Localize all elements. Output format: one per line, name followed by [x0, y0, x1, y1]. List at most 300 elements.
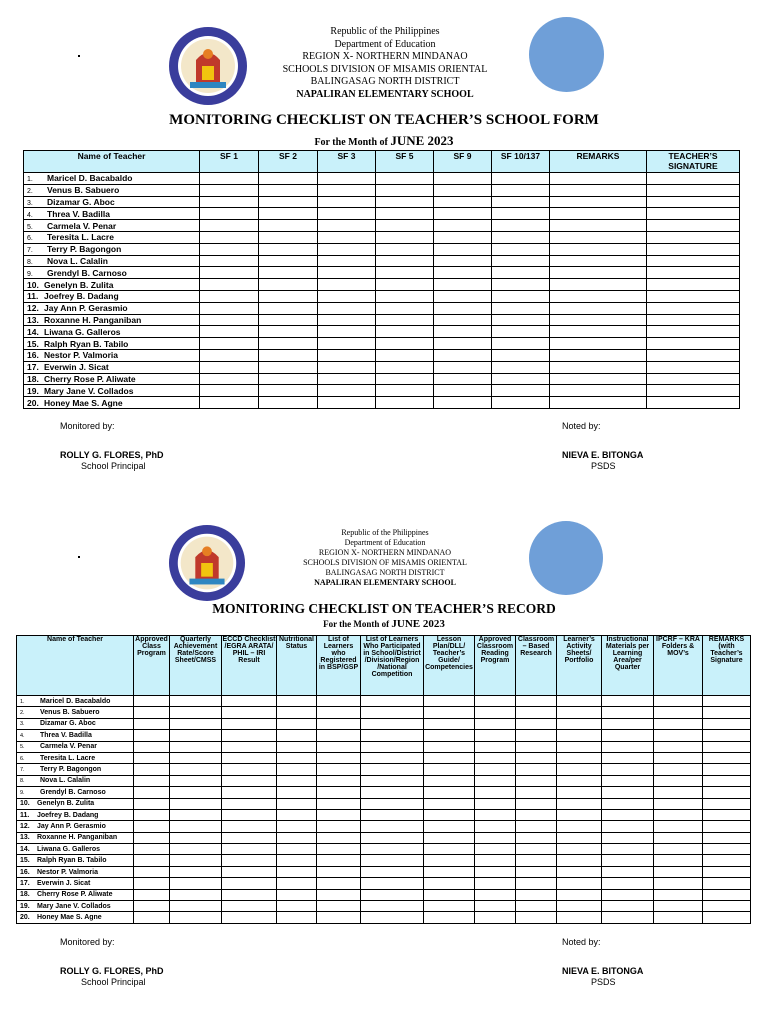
checklist-cell[interactable]: [557, 787, 602, 798]
checklist-cell[interactable]: [259, 208, 318, 220]
checklist-cell[interactable]: [134, 912, 170, 923]
checklist-cell[interactable]: [259, 196, 318, 208]
checklist-cell[interactable]: [259, 231, 318, 243]
checklist-cell[interactable]: [134, 707, 170, 718]
checklist-cell[interactable]: [134, 718, 170, 729]
checklist-cell[interactable]: [376, 349, 434, 361]
checklist-cell[interactable]: [318, 326, 376, 338]
checklist-cell[interactable]: [475, 821, 516, 832]
checklist-cell[interactable]: [222, 741, 277, 752]
checklist-cell[interactable]: [550, 173, 647, 185]
checklist-cell[interactable]: [424, 809, 475, 820]
checklist-cell[interactable]: [550, 397, 647, 409]
checklist-cell[interactable]: [602, 866, 654, 877]
checklist-cell[interactable]: [317, 798, 361, 809]
checklist-cell[interactable]: [170, 775, 222, 786]
checklist-cell[interactable]: [550, 267, 647, 279]
checklist-cell[interactable]: [703, 889, 751, 900]
checklist-cell[interactable]: [647, 349, 740, 361]
checklist-cell[interactable]: [170, 696, 222, 707]
checklist-cell[interactable]: [222, 787, 277, 798]
checklist-cell[interactable]: [222, 878, 277, 889]
checklist-cell[interactable]: [170, 832, 222, 843]
checklist-cell[interactable]: [557, 798, 602, 809]
checklist-cell[interactable]: [516, 878, 557, 889]
checklist-cell[interactable]: [317, 912, 361, 923]
checklist-cell[interactable]: [602, 775, 654, 786]
checklist-cell[interactable]: [492, 373, 550, 385]
checklist-cell[interactable]: [475, 775, 516, 786]
checklist-cell[interactable]: [424, 855, 475, 866]
checklist-cell[interactable]: [703, 821, 751, 832]
checklist-cell[interactable]: [259, 373, 318, 385]
checklist-cell[interactable]: [222, 889, 277, 900]
checklist-cell[interactable]: [376, 397, 434, 409]
checklist-cell[interactable]: [200, 361, 259, 373]
checklist-cell[interactable]: [222, 730, 277, 741]
checklist-cell[interactable]: [222, 855, 277, 866]
checklist-cell[interactable]: [654, 730, 703, 741]
checklist-cell[interactable]: [434, 279, 492, 291]
checklist-cell[interactable]: [602, 912, 654, 923]
checklist-cell[interactable]: [424, 730, 475, 741]
checklist-cell[interactable]: [434, 302, 492, 314]
checklist-cell[interactable]: [434, 220, 492, 232]
checklist-cell[interactable]: [557, 775, 602, 786]
checklist-cell[interactable]: [170, 821, 222, 832]
checklist-cell[interactable]: [170, 798, 222, 809]
checklist-cell[interactable]: [222, 832, 277, 843]
checklist-cell[interactable]: [376, 243, 434, 255]
checklist-cell[interactable]: [550, 349, 647, 361]
checklist-cell[interactable]: [647, 314, 740, 326]
checklist-cell[interactable]: [703, 730, 751, 741]
checklist-cell[interactable]: [703, 809, 751, 820]
checklist-cell[interactable]: [647, 373, 740, 385]
checklist-cell[interactable]: [475, 696, 516, 707]
checklist-cell[interactable]: [170, 889, 222, 900]
checklist-cell[interactable]: [434, 326, 492, 338]
checklist-cell[interactable]: [475, 718, 516, 729]
checklist-cell[interactable]: [376, 279, 434, 291]
checklist-cell[interactable]: [516, 798, 557, 809]
checklist-cell[interactable]: [602, 696, 654, 707]
checklist-cell[interactable]: [277, 832, 317, 843]
checklist-cell[interactable]: [647, 338, 740, 350]
checklist-cell[interactable]: [259, 361, 318, 373]
checklist-cell[interactable]: [361, 730, 424, 741]
checklist-cell[interactable]: [557, 752, 602, 763]
checklist-cell[interactable]: [170, 866, 222, 877]
checklist-cell[interactable]: [550, 184, 647, 196]
checklist-cell[interactable]: [434, 184, 492, 196]
checklist-cell[interactable]: [557, 741, 602, 752]
checklist-cell[interactable]: [703, 775, 751, 786]
checklist-cell[interactable]: [277, 821, 317, 832]
checklist-cell[interactable]: [492, 326, 550, 338]
checklist-cell[interactable]: [550, 338, 647, 350]
checklist-cell[interactable]: [318, 361, 376, 373]
checklist-cell[interactable]: [516, 787, 557, 798]
checklist-cell[interactable]: [424, 696, 475, 707]
checklist-cell[interactable]: [170, 764, 222, 775]
checklist-cell[interactable]: [134, 901, 170, 912]
checklist-cell[interactable]: [376, 361, 434, 373]
checklist-cell[interactable]: [317, 696, 361, 707]
checklist-cell[interactable]: [602, 855, 654, 866]
checklist-cell[interactable]: [492, 349, 550, 361]
checklist-cell[interactable]: [134, 844, 170, 855]
checklist-cell[interactable]: [424, 718, 475, 729]
checklist-cell[interactable]: [222, 775, 277, 786]
checklist-cell[interactable]: [516, 764, 557, 775]
checklist-cell[interactable]: [318, 338, 376, 350]
checklist-cell[interactable]: [317, 844, 361, 855]
checklist-cell[interactable]: [277, 809, 317, 820]
checklist-cell[interactable]: [557, 889, 602, 900]
checklist-cell[interactable]: [475, 798, 516, 809]
checklist-cell[interactable]: [200, 184, 259, 196]
checklist-cell[interactable]: [424, 741, 475, 752]
checklist-cell[interactable]: [318, 208, 376, 220]
checklist-cell[interactable]: [222, 752, 277, 763]
checklist-cell[interactable]: [602, 832, 654, 843]
checklist-cell[interactable]: [317, 878, 361, 889]
checklist-cell[interactable]: [516, 718, 557, 729]
checklist-cell[interactable]: [318, 231, 376, 243]
checklist-cell[interactable]: [516, 832, 557, 843]
checklist-cell[interactable]: [602, 787, 654, 798]
checklist-cell[interactable]: [259, 385, 318, 397]
checklist-cell[interactable]: [602, 809, 654, 820]
checklist-cell[interactable]: [492, 196, 550, 208]
checklist-cell[interactable]: [200, 338, 259, 350]
checklist-cell[interactable]: [277, 775, 317, 786]
checklist-cell[interactable]: [557, 844, 602, 855]
checklist-cell[interactable]: [516, 741, 557, 752]
checklist-cell[interactable]: [654, 809, 703, 820]
checklist-cell[interactable]: [277, 707, 317, 718]
checklist-cell[interactable]: [703, 787, 751, 798]
checklist-cell[interactable]: [647, 220, 740, 232]
checklist-cell[interactable]: [170, 730, 222, 741]
checklist-cell[interactable]: [376, 173, 434, 185]
checklist-cell[interactable]: [200, 290, 259, 302]
checklist-cell[interactable]: [550, 243, 647, 255]
checklist-cell[interactable]: [557, 707, 602, 718]
checklist-cell[interactable]: [516, 809, 557, 820]
checklist-cell[interactable]: [492, 255, 550, 267]
checklist-cell[interactable]: [170, 901, 222, 912]
checklist-cell[interactable]: [259, 302, 318, 314]
checklist-cell[interactable]: [424, 775, 475, 786]
checklist-cell[interactable]: [424, 787, 475, 798]
checklist-cell[interactable]: [376, 255, 434, 267]
checklist-cell[interactable]: [492, 184, 550, 196]
checklist-cell[interactable]: [434, 243, 492, 255]
checklist-cell[interactable]: [200, 349, 259, 361]
checklist-cell[interactable]: [654, 787, 703, 798]
checklist-cell[interactable]: [647, 173, 740, 185]
checklist-cell[interactable]: [550, 385, 647, 397]
checklist-cell[interactable]: [492, 267, 550, 279]
checklist-cell[interactable]: [259, 326, 318, 338]
checklist-cell[interactable]: [259, 290, 318, 302]
checklist-cell[interactable]: [376, 290, 434, 302]
checklist-cell[interactable]: [602, 707, 654, 718]
checklist-cell[interactable]: [361, 787, 424, 798]
checklist-cell[interactable]: [170, 787, 222, 798]
checklist-cell[interactable]: [317, 775, 361, 786]
checklist-cell[interactable]: [434, 231, 492, 243]
checklist-cell[interactable]: [703, 878, 751, 889]
checklist-cell[interactable]: [654, 821, 703, 832]
checklist-cell[interactable]: [516, 752, 557, 763]
checklist-cell[interactable]: [550, 302, 647, 314]
checklist-cell[interactable]: [317, 855, 361, 866]
checklist-cell[interactable]: [703, 844, 751, 855]
checklist-cell[interactable]: [602, 752, 654, 763]
checklist-cell[interactable]: [492, 243, 550, 255]
checklist-cell[interactable]: [654, 775, 703, 786]
checklist-cell[interactable]: [259, 267, 318, 279]
checklist-cell[interactable]: [318, 385, 376, 397]
checklist-cell[interactable]: [317, 741, 361, 752]
checklist-cell[interactable]: [277, 798, 317, 809]
checklist-cell[interactable]: [475, 741, 516, 752]
checklist-cell[interactable]: [277, 889, 317, 900]
checklist-cell[interactable]: [516, 866, 557, 877]
checklist-cell[interactable]: [200, 302, 259, 314]
checklist-cell[interactable]: [516, 821, 557, 832]
checklist-cell[interactable]: [703, 696, 751, 707]
checklist-cell[interactable]: [654, 696, 703, 707]
checklist-cell[interactable]: [516, 901, 557, 912]
checklist-cell[interactable]: [703, 764, 751, 775]
checklist-cell[interactable]: [200, 243, 259, 255]
checklist-cell[interactable]: [317, 821, 361, 832]
checklist-cell[interactable]: [424, 832, 475, 843]
checklist-cell[interactable]: [550, 220, 647, 232]
checklist-cell[interactable]: [492, 220, 550, 232]
checklist-cell[interactable]: [170, 718, 222, 729]
checklist-cell[interactable]: [361, 741, 424, 752]
checklist-cell[interactable]: [475, 832, 516, 843]
checklist-cell[interactable]: [557, 832, 602, 843]
checklist-cell[interactable]: [134, 696, 170, 707]
checklist-cell[interactable]: [550, 231, 647, 243]
checklist-cell[interactable]: [557, 821, 602, 832]
checklist-cell[interactable]: [647, 361, 740, 373]
checklist-cell[interactable]: [170, 741, 222, 752]
checklist-cell[interactable]: [475, 878, 516, 889]
checklist-cell[interactable]: [318, 184, 376, 196]
checklist-cell[interactable]: [318, 173, 376, 185]
checklist-cell[interactable]: [647, 267, 740, 279]
checklist-cell[interactable]: [361, 832, 424, 843]
checklist-cell[interactable]: [200, 220, 259, 232]
checklist-cell[interactable]: [361, 866, 424, 877]
checklist-cell[interactable]: [277, 696, 317, 707]
checklist-cell[interactable]: [200, 373, 259, 385]
checklist-cell[interactable]: [424, 764, 475, 775]
checklist-cell[interactable]: [317, 787, 361, 798]
checklist-cell[interactable]: [647, 196, 740, 208]
checklist-cell[interactable]: [516, 889, 557, 900]
checklist-cell[interactable]: [424, 752, 475, 763]
checklist-cell[interactable]: [259, 184, 318, 196]
checklist-cell[interactable]: [654, 866, 703, 877]
checklist-cell[interactable]: [434, 290, 492, 302]
checklist-cell[interactable]: [475, 809, 516, 820]
checklist-cell[interactable]: [475, 752, 516, 763]
checklist-cell[interactable]: [647, 385, 740, 397]
checklist-cell[interactable]: [222, 912, 277, 923]
checklist-cell[interactable]: [602, 798, 654, 809]
checklist-cell[interactable]: [134, 752, 170, 763]
checklist-cell[interactable]: [376, 196, 434, 208]
checklist-cell[interactable]: [647, 231, 740, 243]
checklist-cell[interactable]: [434, 173, 492, 185]
checklist-cell[interactable]: [602, 878, 654, 889]
checklist-cell[interactable]: [361, 901, 424, 912]
checklist-cell[interactable]: [317, 889, 361, 900]
checklist-cell[interactable]: [557, 866, 602, 877]
checklist-cell[interactable]: [703, 866, 751, 877]
checklist-cell[interactable]: [557, 809, 602, 820]
checklist-cell[interactable]: [277, 787, 317, 798]
checklist-cell[interactable]: [703, 741, 751, 752]
checklist-cell[interactable]: [200, 208, 259, 220]
checklist-cell[interactable]: [647, 326, 740, 338]
checklist-cell[interactable]: [424, 866, 475, 877]
checklist-cell[interactable]: [654, 752, 703, 763]
checklist-cell[interactable]: [222, 798, 277, 809]
checklist-cell[interactable]: [259, 279, 318, 291]
checklist-cell[interactable]: [277, 752, 317, 763]
checklist-cell[interactable]: [134, 798, 170, 809]
checklist-cell[interactable]: [259, 220, 318, 232]
checklist-cell[interactable]: [134, 832, 170, 843]
checklist-cell[interactable]: [317, 809, 361, 820]
checklist-cell[interactable]: [434, 349, 492, 361]
checklist-cell[interactable]: [492, 338, 550, 350]
checklist-cell[interactable]: [424, 821, 475, 832]
checklist-cell[interactable]: [703, 707, 751, 718]
checklist-cell[interactable]: [277, 844, 317, 855]
checklist-cell[interactable]: [557, 764, 602, 775]
checklist-cell[interactable]: [222, 844, 277, 855]
checklist-cell[interactable]: [318, 302, 376, 314]
checklist-cell[interactable]: [475, 855, 516, 866]
checklist-cell[interactable]: [376, 302, 434, 314]
checklist-cell[interactable]: [492, 361, 550, 373]
checklist-cell[interactable]: [361, 821, 424, 832]
checklist-cell[interactable]: [602, 889, 654, 900]
checklist-cell[interactable]: [475, 787, 516, 798]
checklist-cell[interactable]: [703, 718, 751, 729]
checklist-cell[interactable]: [317, 707, 361, 718]
checklist-cell[interactable]: [134, 764, 170, 775]
checklist-cell[interactable]: [703, 912, 751, 923]
checklist-cell[interactable]: [654, 718, 703, 729]
checklist-cell[interactable]: [170, 912, 222, 923]
checklist-cell[interactable]: [222, 707, 277, 718]
checklist-cell[interactable]: [475, 730, 516, 741]
checklist-cell[interactable]: [703, 752, 751, 763]
checklist-cell[interactable]: [492, 173, 550, 185]
checklist-cell[interactable]: [557, 730, 602, 741]
checklist-cell[interactable]: [318, 243, 376, 255]
checklist-cell[interactable]: [222, 866, 277, 877]
checklist-cell[interactable]: [434, 314, 492, 326]
checklist-cell[interactable]: [602, 821, 654, 832]
checklist-cell[interactable]: [318, 267, 376, 279]
checklist-cell[interactable]: [277, 764, 317, 775]
checklist-cell[interactable]: [516, 912, 557, 923]
checklist-cell[interactable]: [602, 741, 654, 752]
checklist-cell[interactable]: [134, 730, 170, 741]
checklist-cell[interactable]: [424, 707, 475, 718]
checklist-cell[interactable]: [376, 231, 434, 243]
checklist-cell[interactable]: [134, 775, 170, 786]
checklist-cell[interactable]: [647, 255, 740, 267]
checklist-cell[interactable]: [200, 255, 259, 267]
checklist-cell[interactable]: [318, 373, 376, 385]
checklist-cell[interactable]: [361, 718, 424, 729]
checklist-cell[interactable]: [492, 231, 550, 243]
checklist-cell[interactable]: [134, 878, 170, 889]
checklist-cell[interactable]: [550, 255, 647, 267]
checklist-cell[interactable]: [550, 196, 647, 208]
checklist-cell[interactable]: [222, 696, 277, 707]
checklist-cell[interactable]: [654, 855, 703, 866]
checklist-cell[interactable]: [361, 696, 424, 707]
checklist-cell[interactable]: [376, 208, 434, 220]
checklist-cell[interactable]: [516, 855, 557, 866]
checklist-cell[interactable]: [654, 832, 703, 843]
checklist-cell[interactable]: [602, 764, 654, 775]
checklist-cell[interactable]: [557, 718, 602, 729]
checklist-cell[interactable]: [654, 912, 703, 923]
checklist-cell[interactable]: [647, 302, 740, 314]
checklist-cell[interactable]: [259, 314, 318, 326]
checklist-cell[interactable]: [516, 730, 557, 741]
checklist-cell[interactable]: [222, 809, 277, 820]
checklist-cell[interactable]: [703, 798, 751, 809]
checklist-cell[interactable]: [654, 707, 703, 718]
checklist-cell[interactable]: [134, 821, 170, 832]
checklist-cell[interactable]: [200, 173, 259, 185]
checklist-cell[interactable]: [361, 878, 424, 889]
checklist-cell[interactable]: [550, 290, 647, 302]
checklist-cell[interactable]: [654, 764, 703, 775]
checklist-cell[interactable]: [654, 901, 703, 912]
checklist-cell[interactable]: [516, 707, 557, 718]
checklist-cell[interactable]: [170, 855, 222, 866]
checklist-cell[interactable]: [703, 901, 751, 912]
checklist-cell[interactable]: [277, 741, 317, 752]
checklist-cell[interactable]: [434, 373, 492, 385]
checklist-cell[interactable]: [376, 373, 434, 385]
checklist-cell[interactable]: [170, 844, 222, 855]
checklist-cell[interactable]: [318, 255, 376, 267]
checklist-cell[interactable]: [361, 855, 424, 866]
checklist-cell[interactable]: [475, 707, 516, 718]
checklist-cell[interactable]: [277, 855, 317, 866]
checklist-cell[interactable]: [376, 385, 434, 397]
checklist-cell[interactable]: [277, 878, 317, 889]
